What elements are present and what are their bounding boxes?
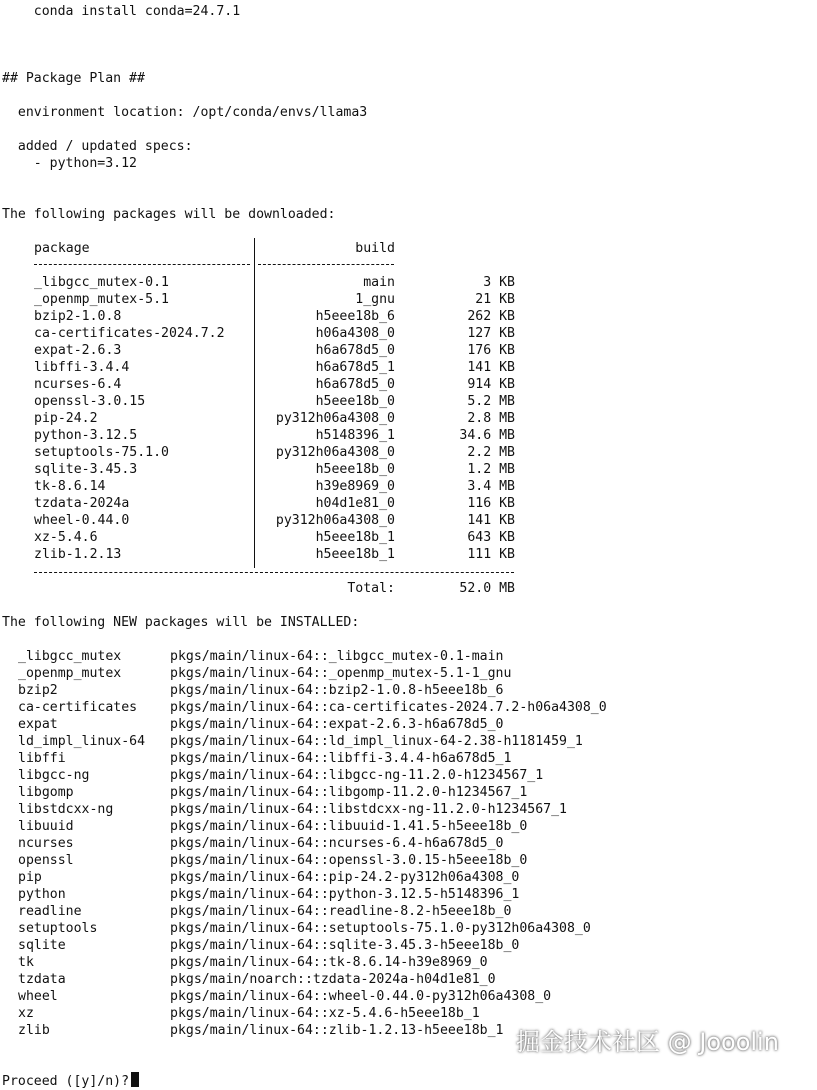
install-package-name: setuptools (18, 921, 98, 936)
install-package-spec: pkgs/main/linux-64::libffi-3.4.4-h6a678d5_1 (170, 751, 512, 766)
table-header-package: package (34, 241, 90, 256)
download-size-cell: 5.2 MB (467, 394, 515, 409)
table-footer-rule (34, 572, 514, 573)
download-size-cell: 116 KB (467, 496, 515, 511)
download-package-cell: _libgcc_mutex-0.1 (34, 275, 169, 290)
install-package-name: libstdcxx-ng (18, 802, 114, 817)
download-table (0, 221, 817, 596)
install-package-spec: pkgs/main/linux-64::wheel-0.44.0-py312h06a4308_0 (170, 989, 552, 1004)
download-size-cell: 3 KB (483, 275, 515, 290)
install-package-spec: pkgs/main/linux-64::libgomp-11.2.0-h1234567_1 (170, 785, 528, 800)
download-size-cell: 2.8 MB (467, 411, 515, 426)
download-package-cell: ca-certificates-2024.7.2 (34, 326, 225, 341)
install-package-spec: pkgs/main/linux-64::bzip2-1.0.8-h5eee18b_6 (170, 683, 504, 698)
spec-item: - python=3.12 (2, 156, 137, 171)
install-package-name: bzip2 (18, 683, 58, 698)
install-package-name: libgomp (18, 785, 74, 800)
download-build-cell: py312h06a4308_0 (275, 411, 395, 426)
download-build-cell: h6a678d5_0 (315, 343, 395, 358)
download-size-cell: 141 KB (467, 513, 515, 528)
install-package-name: tzdata (18, 972, 66, 987)
download-package-cell: wheel-0.44.0 (34, 513, 130, 528)
download-size-cell: 127 KB (467, 326, 515, 341)
download-package-cell: xz-5.4.6 (34, 530, 98, 545)
download-size-cell: 3.4 MB (467, 479, 515, 494)
install-package-spec: pkgs/main/linux-64::setuptools-75.1.0-py312h06a4308_0 (170, 921, 591, 936)
install-package-spec: pkgs/main/linux-64::xz-5.4.6-h5eee18b_1 (170, 1006, 480, 1021)
install-package-name: ld_impl_linux-64 (18, 734, 146, 749)
download-build-cell: main (363, 275, 395, 290)
download-build-cell: h06a4308_0 (315, 326, 395, 341)
download-package-cell: zlib-1.2.13 (34, 547, 122, 562)
install-package-name: python (18, 887, 66, 902)
total-value: 52.0 MB (459, 581, 515, 596)
install-package-name: _libgcc_mutex (18, 649, 122, 664)
download-package-cell: tzdata-2024a (34, 496, 130, 511)
download-build-cell: h6a678d5_0 (315, 377, 395, 392)
install-package-spec: pkgs/main/linux-64::_openmp_mutex-5.1-1_gnu (170, 666, 512, 681)
download-build-cell: py312h06a4308_0 (275, 513, 395, 528)
text-cursor (131, 1072, 139, 1087)
package-plan-heading: ## Package Plan ## (2, 71, 145, 86)
install-package-spec: pkgs/main/linux-64::tk-8.6.14-h39e8969_0 (170, 955, 488, 970)
download-size-cell: 176 KB (467, 343, 515, 358)
environment-location: environment location: /opt/conda/envs/llama3 (2, 105, 368, 120)
table-header-rule-left (34, 264, 250, 265)
install-heading: The following NEW packages will be INSTALLED: (2, 615, 360, 630)
proceed-prompt-line[interactable] (2, 1072, 139, 1089)
download-size-cell: 1.2 MB (467, 462, 515, 477)
download-size-cell: 21 KB (475, 292, 515, 307)
download-package-cell: libffi-3.4.4 (34, 360, 130, 375)
install-package-spec: pkgs/main/linux-64::pip-24.2-py312h06a4308_0 (170, 870, 520, 885)
download-build-cell: 1_gnu (355, 292, 395, 307)
total-label: Total: (347, 581, 395, 596)
download-build-cell: py312h06a4308_0 (275, 445, 395, 460)
install-package-spec: pkgs/main/linux-64::_libgcc_mutex-0.1-main (170, 649, 504, 664)
install-package-name: wheel (18, 989, 58, 1004)
install-package-spec: pkgs/main/linux-64::ncurses-6.4-h6a678d5_0 (170, 836, 504, 851)
table-header-build: build (355, 241, 395, 256)
download-size-cell: 914 KB (467, 377, 515, 392)
install-package-name: xz (18, 1006, 34, 1021)
download-package-cell: setuptools-75.1.0 (34, 445, 169, 460)
download-package-cell: openssl-3.0.15 (34, 394, 146, 409)
install-package-spec: pkgs/main/linux-64::ld_impl_linux-64-2.38-h1181459_1 (170, 734, 583, 749)
install-package-name: ca-certificates (18, 700, 138, 715)
download-size-cell: 111 KB (467, 547, 515, 562)
install-package-spec: pkgs/main/linux-64::zlib-1.2.13-h5eee18b_1 (170, 1023, 504, 1038)
download-package-cell: bzip2-1.0.8 (34, 309, 122, 324)
command-line: conda install conda=24.7.1 (2, 4, 241, 19)
download-build-cell: h5eee18b_6 (315, 309, 395, 324)
install-package-spec: pkgs/main/linux-64::libgcc-ng-11.2.0-h1234567_1 (170, 768, 544, 783)
download-package-cell: python-3.12.5 (34, 428, 138, 443)
install-package-name: _openmp_mutex (18, 666, 122, 681)
download-build-cell: h04d1e81_0 (315, 496, 395, 511)
specs-label: added / updated specs: (2, 139, 193, 154)
install-package-spec: pkgs/main/linux-64::openssl-3.0.15-h5eee18b_0 (170, 853, 528, 868)
install-package-name: zlib (18, 1023, 50, 1038)
install-package-spec: pkgs/main/linux-64::python-3.12.5-h5148396_1 (170, 887, 520, 902)
download-build-cell: h6a678d5_1 (315, 360, 395, 375)
download-build-cell: h5148396_1 (315, 428, 395, 443)
install-package-spec: pkgs/main/linux-64::libstdcxx-ng-11.2.0-h1234567_1 (170, 802, 567, 817)
download-size-cell: 2.2 MB (467, 445, 515, 460)
install-package-name: ncurses (18, 836, 74, 851)
download-size-cell: 262 KB (467, 309, 515, 324)
install-package-spec: pkgs/main/noarch::tzdata-2024a-h04d1e81_0 (170, 972, 496, 987)
install-package-name: readline (18, 904, 82, 919)
watermark: 掘金技术社区 @ Jooolin (516, 1028, 779, 1056)
install-package-spec: pkgs/main/linux-64::readline-8.2-h5eee18b_0 (170, 904, 512, 919)
download-build-cell: h39e8969_0 (315, 479, 395, 494)
download-package-cell: sqlite-3.45.3 (34, 462, 138, 477)
install-package-name: libffi (18, 751, 66, 766)
download-package-cell: ncurses-6.4 (34, 377, 122, 392)
install-package-name: expat (18, 717, 58, 732)
install-package-spec: pkgs/main/linux-64::libuuid-1.41.5-h5eee18b_0 (170, 819, 528, 834)
install-package-spec: pkgs/main/linux-64::sqlite-3.45.3-h5eee18b_0 (170, 938, 520, 953)
table-header-rule-right (258, 264, 394, 265)
download-build-cell: h5eee18b_0 (315, 462, 395, 477)
download-heading: The following packages will be downloaded: (2, 207, 336, 222)
download-package-cell: pip-24.2 (34, 411, 98, 426)
table-column-separator (254, 238, 255, 568)
install-package-spec: pkgs/main/linux-64::expat-2.6.3-h6a678d5_0 (170, 717, 504, 732)
install-package-name: libgcc-ng (18, 768, 90, 783)
install-package-name: libuuid (18, 819, 74, 834)
download-build-cell: h5eee18b_1 (315, 547, 395, 562)
download-size-cell: 34.6 MB (459, 428, 515, 443)
install-package-name: pip (18, 870, 42, 885)
download-size-cell: 141 KB (467, 360, 515, 375)
proceed-prompt: Proceed ([y]/n)? (2, 1074, 130, 1089)
download-build-cell: h5eee18b_0 (315, 394, 395, 409)
install-package-name: sqlite (18, 938, 66, 953)
download-size-cell: 643 KB (467, 530, 515, 545)
download-package-cell: _openmp_mutex-5.1 (34, 292, 169, 307)
download-package-cell: tk-8.6.14 (34, 479, 106, 494)
install-package-name: tk (18, 955, 34, 970)
download-package-cell: expat-2.6.3 (34, 343, 122, 358)
download-build-cell: h5eee18b_1 (315, 530, 395, 545)
install-package-name: openssl (18, 853, 74, 868)
install-package-spec: pkgs/main/linux-64::ca-certificates-2024.7.2-h06a4308_0 (170, 700, 607, 715)
